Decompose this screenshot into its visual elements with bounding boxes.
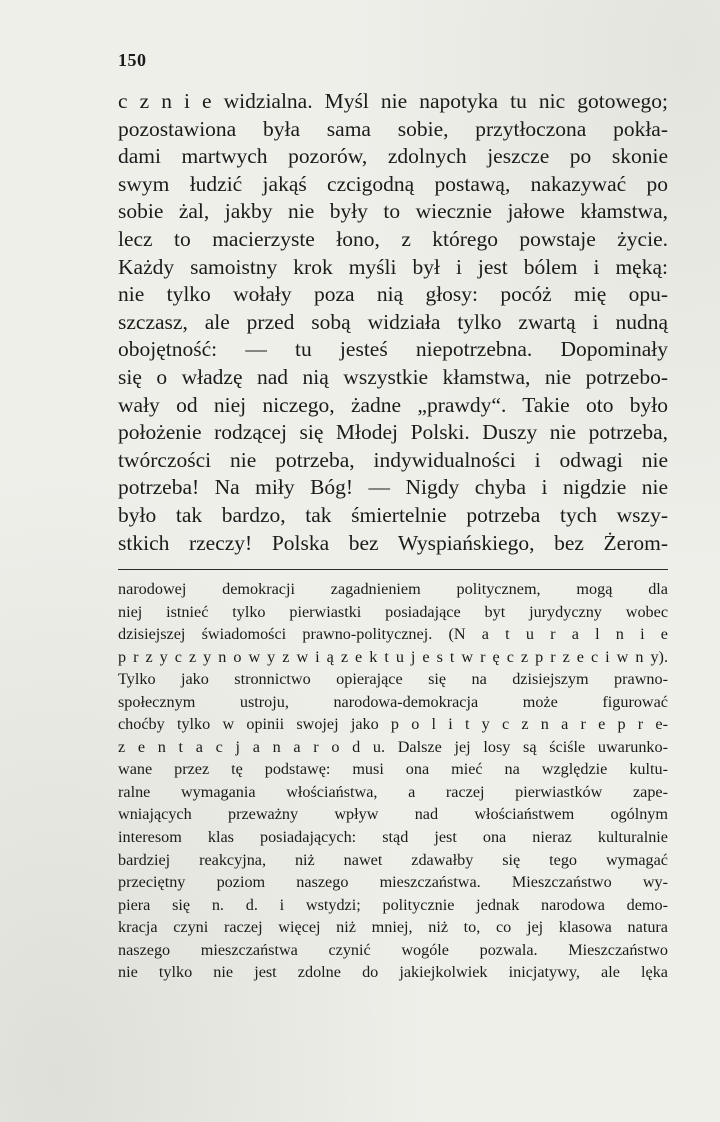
- footnote-line: z e n t a c j a n a r o d u. Dalsze jej losy są ściśle uwarunko-: [118, 737, 668, 756]
- footnote-line: p r z y c z y n o w y z w i ą z e k t u j e s t w r ę c z p r z e c i w n y).: [118, 647, 668, 666]
- footnote-line: wane przez tę podstawę: musi ona mieć na względzie kultu-: [118, 760, 668, 779]
- text-line: swym łudzić jakąś czcigodną postawą, nakazywać po: [118, 171, 668, 196]
- footnote-line: społecznym ustroju, narodowa-demokracja może figurować: [118, 692, 668, 711]
- footnote-block: [118, 578, 668, 984]
- text-line: c z n i e widzialna. Myśl nie napotyka tu nic gotowego;: [118, 89, 668, 113]
- footnote-line: niej istnieć tylko pierwiastki posiadające byt jurydyczny wobec: [118, 602, 668, 621]
- footnote-line: Tylko jako stronnictwo opierające się na dzisiejszym prawno-: [118, 670, 668, 689]
- footnote-line: naszego mieszczaństwa czynić wogóle pozwala. Mieszczaństwo: [118, 940, 668, 959]
- text-line: twórczości nie potrzeba, indywidualności i odwagi nie: [118, 447, 668, 472]
- text-line: położenie rodzącej się Młodej Polski. Duszy nie potrzeba,: [118, 420, 668, 445]
- footnote-line: dzisiejszej świadomości prawno-politycznej. (N a t u r a l n i e: [118, 625, 668, 644]
- footnote-divider: [118, 569, 668, 570]
- footnote-line: bardziej reakcyjna, niż nawet zdawałby się tego wymagać: [118, 850, 668, 869]
- footnote-line: nie tylko nie jest zdolne do jakiejkolwiek inicjatywy, ale lęka: [118, 963, 668, 982]
- footnote-line: narodowej demokracji zagadnieniem politycznem, mogą dla: [118, 580, 668, 598]
- text-line: pozostawiona była sama sobie, przytłoczona pokła-: [118, 116, 668, 141]
- text-line: Każdy samoistny krok myśli był i jest bólem i męką:: [118, 254, 668, 279]
- main-text-block: [118, 88, 668, 557]
- text-line: nie tylko wołały poza nią głosy: pocóż mię opu-: [118, 282, 668, 307]
- text-line: potrzeba! Na miły Bóg! — Nigdy chyba i nigdzie nie: [118, 475, 668, 500]
- text-line: obojętność: — tu jesteś niepotrzebna. Dopominały: [118, 337, 668, 362]
- footnote-line: ralne wymagania włościaństwa, a raczej pierwiastków zape-: [118, 782, 668, 801]
- footnote-line: piera się n. d. i wstydzi; politycznie jednak narodowa demo-: [118, 895, 668, 914]
- footnote-line: kracja czyni raczej więcej niż mniej, niż to, co jej klasowa natura: [118, 918, 668, 937]
- text-line: lecz to macierzyste łono, z którego powstaje życie.: [118, 226, 668, 251]
- footnote-line: wniających przeważny wpływ nad włościaństwem ogólnym: [118, 805, 668, 824]
- footnote-line: choćby tylko w opinii swojej jako p o l i t y c z n a r e p r e-: [118, 715, 668, 734]
- footnote-line: interesom klas posiadających: stąd jest ona nieraz kulturalnie: [118, 828, 668, 847]
- text-line: stkich rzeczy! Polska bez Wyspiańskiego, bez Żerom-: [118, 530, 668, 555]
- footnote-line: przeciętny poziom naszego mieszczaństwa. Mieszczaństwo wy-: [118, 873, 668, 892]
- text-line: było tak bardzo, tak śmiertelnie potrzeba tych wszy-: [118, 502, 668, 527]
- text-line: dami martwych pozorów, zdolnych jeszcze po skonie: [118, 144, 668, 169]
- text-line: szczasz, ale przed sobą widziała tylko zwartą i nudną: [118, 309, 668, 334]
- text-line: sobie żal, jakby nie były to wiecznie jałowe kłamstwa,: [118, 199, 668, 224]
- text-line: wały od niej niczego, żadne „prawdy“. Takie oto było: [118, 392, 668, 417]
- text-line: się o władzę nad nią wszystkie kłamstwa, nie potrzebo-: [118, 364, 668, 389]
- page-number: 150: [118, 50, 147, 70]
